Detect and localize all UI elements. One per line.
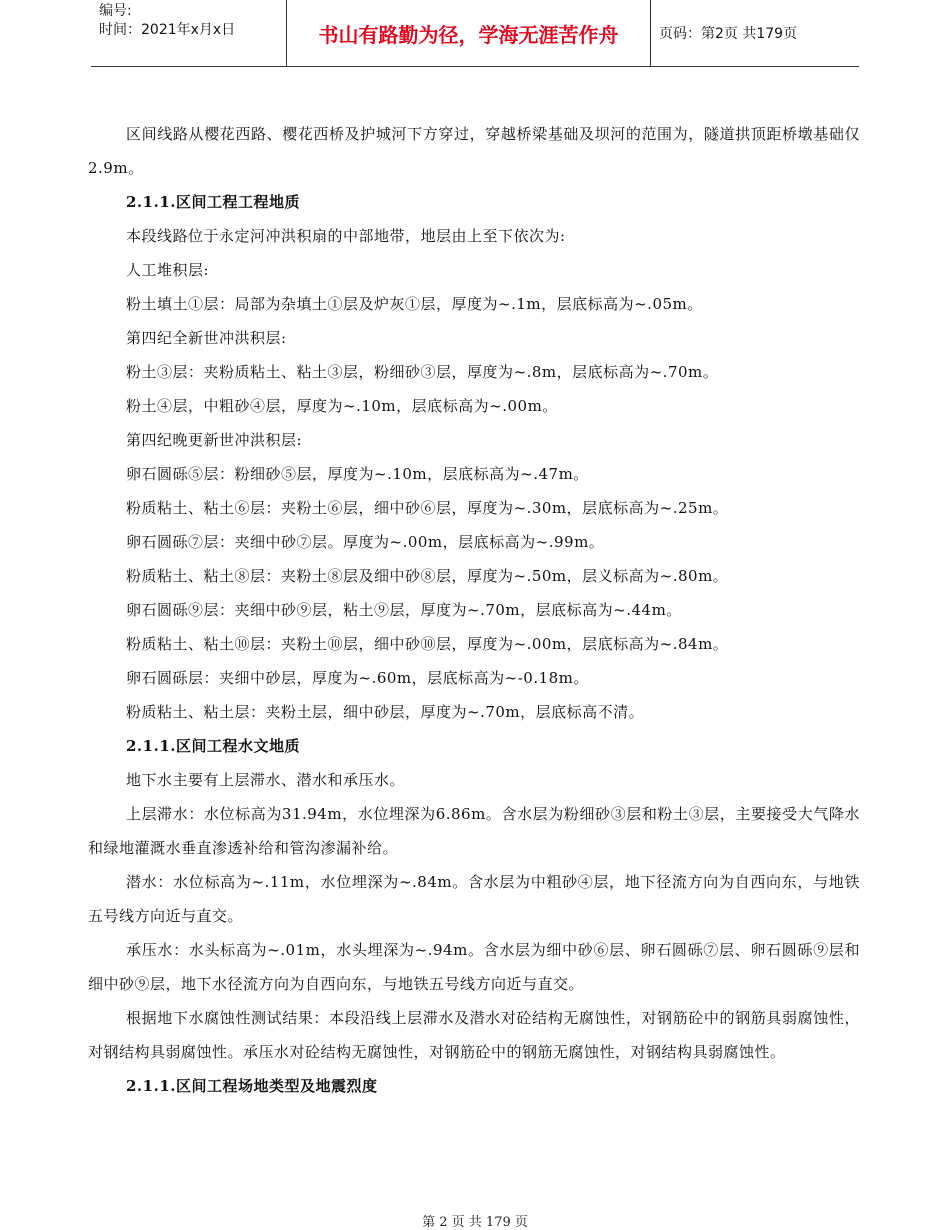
- paragraph: 粉质粘土、粘土⑥层：夹粉土⑥层，细中砂⑥层，厚度为~.30m，层底标高为~.25m。: [126, 499, 729, 517]
- header-page-info: 页码：第2页 共179页: [659, 26, 798, 42]
- header-divider: [650, 0, 651, 66]
- paragraph: 第四纪晚更新世冲洪积层:: [126, 431, 303, 449]
- paragraph: 地下水主要有上层滞水、潜水和承压水。: [126, 771, 406, 789]
- page-header: [91, 0, 859, 67]
- paragraph: 第四纪全新世冲洪积层:: [126, 329, 287, 347]
- paragraph: 卵石圆砾层：夹细中砂层，厚度为~.60m，层底标高为~-0.18m。: [126, 669, 589, 687]
- header-meta: [91, 0, 286, 66]
- paragraph: 粉质粘土、粘土⑩层：夹粉土⑩层，细中砂⑩层，厚度为~.00m，层底标高为~.84m。: [126, 635, 729, 653]
- paragraph: 粉土填土①层：局部为杂填土①层及炉灰①层，厚度为~.1m，层底标高为~.05m。: [126, 295, 703, 313]
- paragraph: 卵石圆砾⑨层：夹细中砂⑨层，粘土⑨层，厚度为~.70m，层底标高为~.44m。: [126, 601, 682, 619]
- paragraph: 区间线路从樱花西路、樱花西桥及护城河下方穿过，穿越桥梁基础及坝河的范围为，隧道拱顶距桥墩基础仅2.9m。: [88, 125, 860, 177]
- paragraph: 卵石圆砾⑦层：夹细中砂⑦层。厚度为~.00m，层底标高为~.99m。: [126, 533, 605, 551]
- paragraph: 粉土③层：夹粉质粘土、粘土③层，粉细砂③层，厚度为~.8m，层底标高为~.70m。: [126, 363, 719, 381]
- document-body: [88, 117, 860, 1103]
- paragraph: 承压水：水头标高为~.01m，水头埋深为~.94m。含水层为细中砂⑥层、卵石圆砾⑦层、卵石圆砾⑨层和细中砂⑨层，地下水径流方向为自西向东，与地铁五号线方向近与直交。: [88, 941, 860, 993]
- section-heading: 2.1.1.区间工程水文地质: [126, 737, 300, 755]
- paragraph: 人工堆积层:: [126, 261, 210, 279]
- paragraph: 粉质粘土、粘土层：夹粉土层，细中砂层，厚度为~.70m，层底标高不清。: [126, 703, 645, 721]
- page-footer: 第 2 页 共 179 页: [422, 1215, 528, 1230]
- header-motto: 书山有路勤为径，学海无涯苦作舟: [318, 22, 619, 47]
- paragraph: 根据地下水腐蚀性测试结果：本段沿线上层滞水及潜水对砼结构无腐蚀性，对钢筋砼中的钢筋具弱腐蚀性，对钢结构具弱腐蚀性。承压水对砼结构无腐蚀性，对钢筋砼中的钢筋无腐蚀性，对钢结构具弱腐蚀性。: [88, 1009, 860, 1061]
- paragraph: 卵石圆砾⑤层：粉细砂⑤层，厚度为~.10m，层底标高为~.47m。: [126, 465, 589, 483]
- document-date: 时间：2021年x月x日: [99, 22, 236, 38]
- paragraph: 粉土④层，中粗砂④层，厚度为~.10m，层底标高为~.00m。: [126, 397, 558, 415]
- document-number-label: 编号:: [99, 3, 132, 19]
- paragraph: 本段线路位于永定河冲洪积扇的中部地带，地层由上至下依次为:: [126, 227, 566, 245]
- section-heading: 2.1.1.区间工程场地类型及地震烈度: [126, 1077, 378, 1095]
- section-heading: 2.1.1.区间工程工程地质: [126, 193, 300, 211]
- paragraph: 上层滞水：水位标高为31.94m，水位埋深为6.86m。含水层为粉细砂③层和粉土③层，主要接受大气降水和绿地灌溉水垂直渗透补给和管沟渗漏补给。: [88, 805, 860, 857]
- paragraph: 潜水：水位标高为~.11m，水位埋深为~.84m。含水层为中粗砂④层，地下径流方向为自西向东，与地铁五号线方向近与直交。: [88, 873, 860, 925]
- paragraph: 粉质粘土、粘土⑧层：夹粉土⑧层及细中砂⑧层，厚度为~.50m，层义标高为~.80m。: [126, 567, 729, 585]
